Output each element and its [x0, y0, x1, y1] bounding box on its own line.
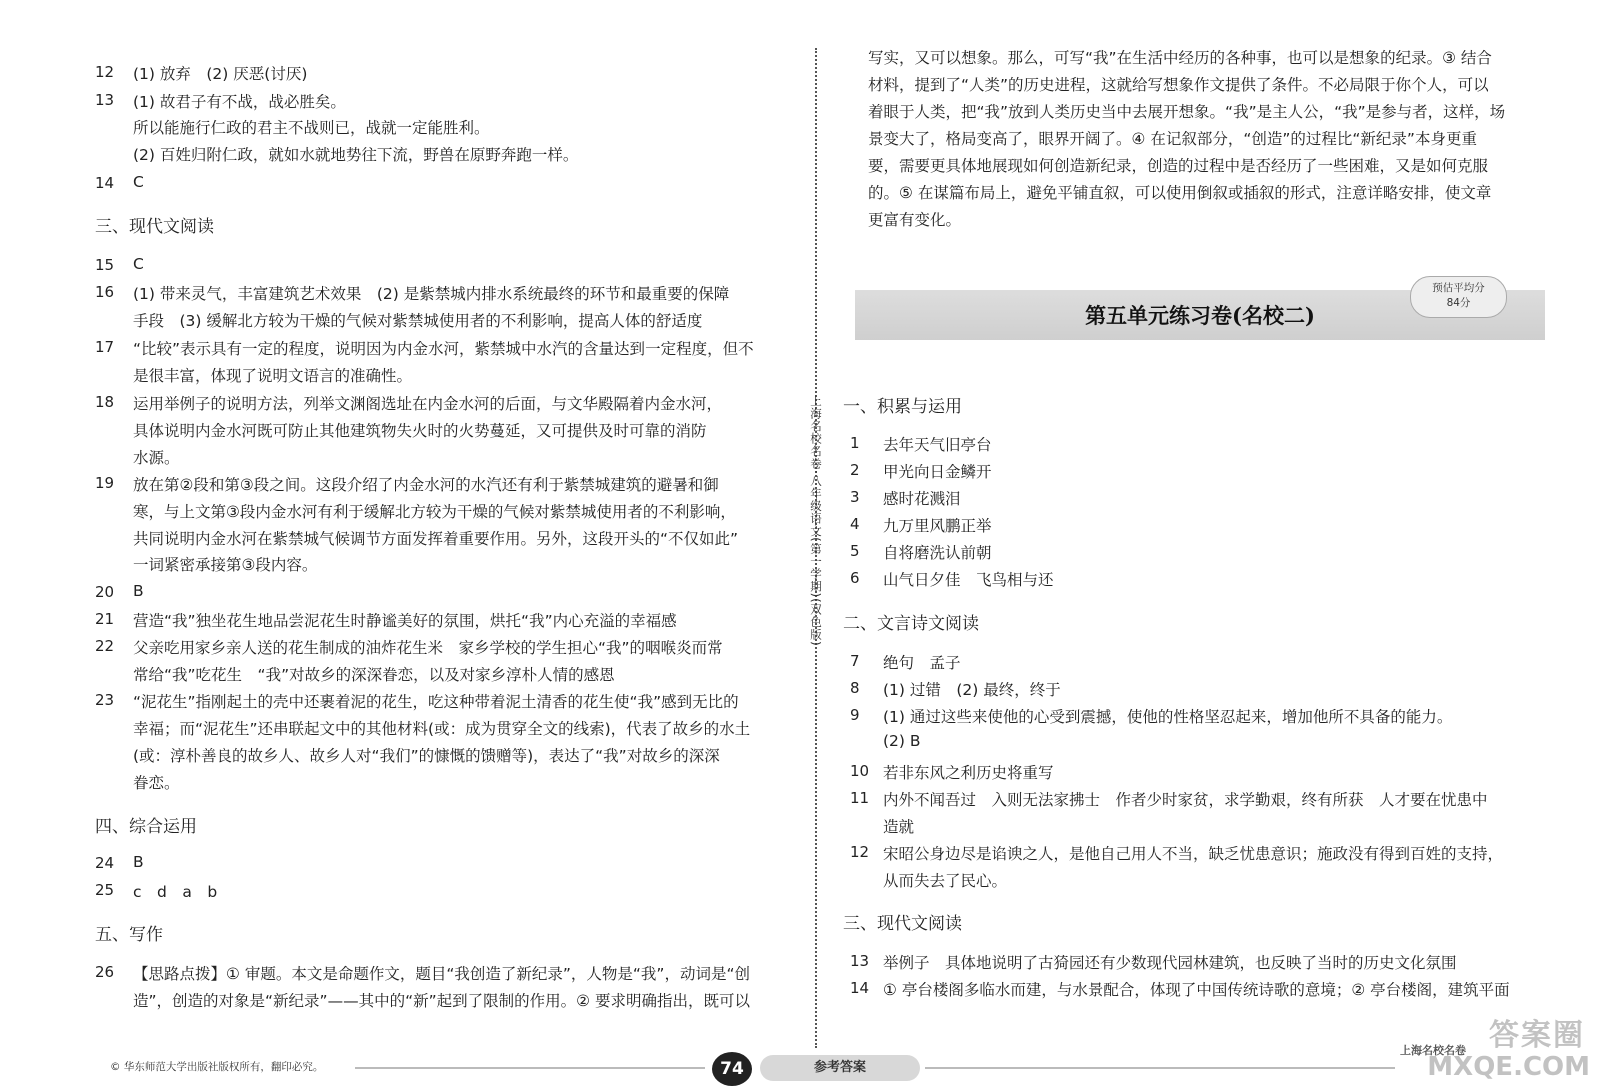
section-heading: 四、综合运用 [95, 817, 197, 837]
answer-line: B [133, 582, 144, 600]
answer-line: C [133, 255, 144, 273]
question-number: 12 [95, 63, 115, 81]
answer-line: 感时花溅泪 [883, 490, 961, 508]
answer-line: 甲光向日金鳞开 [883, 463, 992, 481]
answer-line: (2) B [883, 732, 921, 750]
score-label: 预估平均分 [1432, 282, 1485, 294]
question-number: 15 [95, 256, 115, 274]
section-heading: 二、文言诗文阅读 [843, 614, 979, 634]
question-number: 26 [95, 963, 115, 981]
score-value: 84分 [1446, 297, 1471, 309]
answer-line: 【思路点拨】① 审题。本文是命题作文，题目“我创造了新纪录”，人物是“我”，动词是“创 [133, 965, 750, 983]
question-number: 10 [850, 762, 870, 780]
answer-line: 九万里风鹏正举 [883, 517, 992, 535]
right-page-answers [828, 0, 1600, 1050]
question-number: 18 [95, 393, 115, 411]
question-number: 6 [850, 569, 860, 587]
answer-line: 幸福；而“泥花生”还串联起文中的其他材料(或：成为贯穿全文的线索)，代表了故乡的水土 [133, 720, 751, 738]
section-heading: 三、现代文阅读 [843, 914, 962, 934]
left-page [0, 0, 810, 1050]
answer-line: 举例子 具体地说明了古猗园还有少数现代园林建筑，也反映了当时的历史文化氛围 [883, 954, 1457, 972]
answer-line: (1) 通过这些来使他的心受到震撼，使他的性格坚忍起来，增加他所不具备的能力。 [883, 708, 1453, 726]
question-number: 21 [95, 610, 115, 628]
question-number: 2 [850, 461, 860, 479]
copyright-notice: © 华东师范大学出版社版权所有，翻印必究。 [110, 1061, 324, 1073]
question-number: 3 [850, 488, 860, 506]
footer-rule [925, 1067, 1395, 1069]
answer-line: 常给“我”吃花生 “我”对故乡的深深眷恋，以及对家乡淳朴人情的感恩 [133, 666, 615, 684]
question-number: 17 [95, 338, 115, 356]
answer-line: 水源。 [133, 449, 180, 467]
answer-line: (1) 放弃 (2) 厌恶(讨厌) [133, 65, 308, 83]
question-number: 13 [95, 91, 115, 109]
answer-line: 共同说明内金水河在紫禁城气候调节方面发挥着重要作用。另外，这段开头的“不仅如此” [133, 530, 739, 548]
unit-title: 第五单元练习卷(名校二) [1085, 303, 1315, 328]
watermark-series: 上海名校名卷 [1400, 1044, 1466, 1057]
answer-line: 要，需要更具体地展现如何创造新纪录，创造的过程中是否经历了一些困难，又是如何克服 [868, 157, 1489, 175]
answer-line: C [133, 173, 144, 191]
question-number: 7 [850, 652, 860, 670]
question-number: 5 [850, 542, 860, 560]
answer-line: 更富有变化。 [868, 211, 962, 229]
question-number: 16 [95, 283, 115, 301]
answer-line: 所以能施行仁政的君主不战则已，战就一定能胜利。 [133, 119, 490, 137]
footer-label: 参考答案 [760, 1055, 920, 1081]
footer-rule [355, 1067, 705, 1069]
answer-line: 手段 (3) 缓解北方较为干燥的气候对紫禁城使用者的不利影响，提高人体的舒适度 [133, 312, 703, 330]
section-heading: 三、现代文阅读 [95, 217, 214, 237]
section-heading: 五、写作 [95, 925, 163, 945]
question-number: 20 [95, 583, 115, 601]
watermark-brand: 答案圈 [1489, 1018, 1585, 1053]
answer-line: 景变大了，格局变高了，眼界开阔了。④ 在记叙部分，“创造”的过程比“新纪录”本身更重 [868, 130, 1477, 148]
watermark [1400, 1010, 1595, 1085]
watermark-site: MXQE.COM [1427, 1052, 1590, 1082]
answer-line: 父亲吃用家乡亲人送的花生制成的油炸花生米 家乡学校的学生担心“我”的咽喉炎而常 [133, 639, 723, 657]
question-number: 13 [850, 952, 870, 970]
answer-line: (2) 百姓归附仁政，就如水就地势往下流，野兽在原野奔跑一样。 [133, 146, 579, 164]
answer-line: (1) 故君子有不战，战必胜矣。 [133, 93, 346, 111]
answer-line: 从而失去了民心。 [883, 872, 1008, 890]
question-number: 12 [850, 843, 870, 861]
question-number: 1 [850, 434, 860, 452]
question-number: 24 [95, 854, 115, 872]
answer-line: 的。⑤ 在谋篇布局上，避免平铺直叙，可以使用倒叙或插叙的形式，注意详略安排，使文章 [868, 184, 1492, 202]
answer-line: 自将磨洗认前朝 [883, 544, 992, 562]
question-number: 25 [95, 881, 115, 899]
answer-line: 造就 [883, 818, 915, 836]
answer-line: 造”，创造的对象是“新纪录”——其中的“新”起到了限制的作用。② 要求明确指出，既可以 [133, 992, 750, 1010]
question-number: 14 [95, 174, 115, 192]
answer-line: 营造“我”独坐花生地品尝泥花生时静谧美好的氛围，烘托“我”内心充溢的幸福感 [133, 612, 677, 630]
answer-line: 绝句 孟子 [883, 654, 961, 672]
answer-line: “比较”表示具有一定的程度，说明因为内金水河，紫禁城中水汽的含量达到一定程度，但不 [133, 340, 754, 358]
answer-line: 内外不闻吾过 入则无法家拂士 作者少时家贫，求学勤艰，终有所获 人才要在忧患中 [883, 791, 1488, 809]
page-number: 74 [712, 1052, 752, 1086]
answer-line: 是很丰富，体现了说明文语言的准确性。 [133, 367, 413, 385]
answer-line: 着眼于人类，把“我”放到人类历史当中去展开想象。“我”是主人公，“我”是参与者，这样，场 [868, 103, 1506, 121]
answer-line: 宋昭公身边尽是谄谀之人，是他自己用人不当，缺乏忧患意识；施政没有得到百姓的支持， [883, 845, 1504, 863]
section-heading: 一、积累与运用 [843, 397, 962, 417]
answer-line: 眷恋。 [133, 774, 180, 792]
answer-line: c d a b [133, 883, 218, 901]
answer-line: 去年天气旧亭台 [883, 436, 992, 454]
spine-text: 上海名校名卷·八年级语文(第一学期)(双色版) [809, 395, 823, 647]
question-number: 19 [95, 474, 115, 492]
answer-line: (1) 带来灵气，丰富建筑艺术效果 (2) 是紫禁城内排水系统最终的环节和最重要的保障 [133, 285, 730, 303]
question-number: 22 [95, 637, 115, 655]
answer-line: 写实，又可以想象。那么，可写“我”在生活中经历的各种事，也可以是想象的纪录。③ 结合 [868, 49, 1492, 67]
question-number: 4 [850, 515, 860, 533]
question-number: 9 [850, 706, 860, 724]
answer-line: 具体说明内金水河既可防止其他建筑物失火时的火势蔓延，又可提供及时可靠的消防 [133, 422, 707, 440]
answer-line: 寒，与上文第③段内金水河有利于缓解北方较为干燥的气候对紫禁城使用者的不利影响， [133, 503, 736, 521]
question-number: 23 [95, 691, 115, 709]
answer-line: 山气日夕佳 飞鸟相与还 [883, 571, 1054, 589]
answer-line: (1) 过错 (2) 最终，终于 [883, 681, 1061, 699]
answer-line: 一词紧密承接第③段内容。 [133, 556, 318, 574]
answer-line: (或：淳朴善良的故乡人、故乡人对“我们”的慷慨的馈赠等)，表达了“我”对故乡的深深 [133, 747, 720, 765]
question-number: 14 [850, 979, 870, 997]
answer-line: ① 亭台楼阁多临水而建，与水景配合，体现了中国传统诗歌的意境；② 亭台楼阁，建筑平面 [883, 981, 1510, 999]
question-number: 11 [850, 789, 870, 807]
answer-line: 材料，提到了“人类”的历史进程，这就给写想象作文提供了条件。不必局限于你个人，可以 [868, 76, 1489, 94]
answer-line: B [133, 853, 144, 871]
answer-line: 运用举例子的说明方法，列举文渊阁选址在内金水河的后面，与文华殿隔着内金水河， [133, 395, 723, 413]
answer-line: 若非东风之利历史将重写 [883, 764, 1054, 782]
question-number: 8 [850, 679, 860, 697]
answer-line: “泥花生”指刚起土的壳中还裹着泥的花生，吃这种带着泥土清香的花生使“我”感到无比的 [133, 693, 739, 711]
answer-line: 放在第②段和第③段之间。这段介绍了内金水河的水汽还有利于紫禁城建筑的避暑和御 [133, 476, 719, 494]
